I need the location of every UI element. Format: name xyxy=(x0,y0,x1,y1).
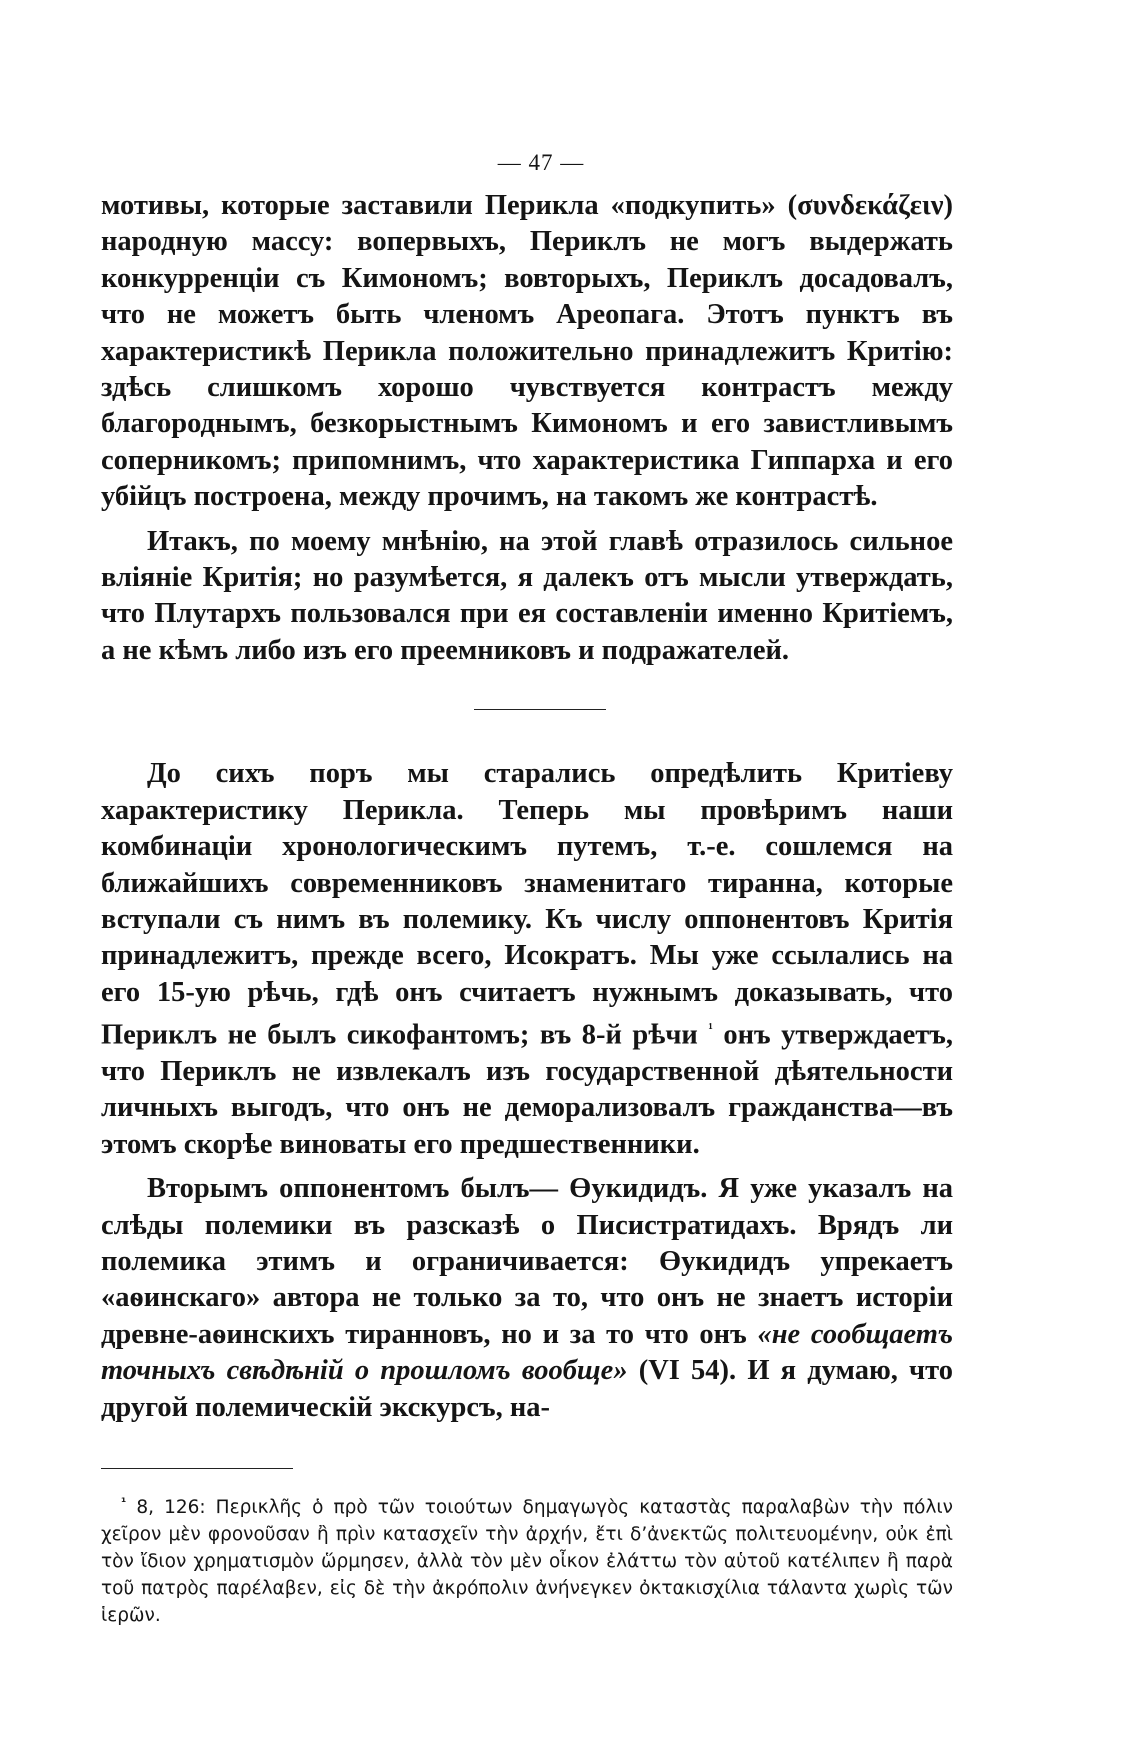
italic-quote: «не сообщаетъ точныхъ свѣдѣній о прошломъ вообще» xyxy=(101,1318,953,1387)
footnote xyxy=(101,1489,953,1629)
paragraph-motives: мотивы, которые заставили Перикла «подкупить» (συνδεκάζειν) народную массу: вопервыхъ, Периклъ не могъ выдержать конкурренціи съ Кимономъ; вовторыхъ, Периклъ досадовалъ, что не можетъ быть членомъ Ареопага. Этотъ пунктъ въ характеристикѣ Перикла положительно принадлежитъ Критію: здѣсь слишкомъ хорошо чувствуется контрастъ между благороднымъ, безкорыстнымъ Кимономъ и его завистливымъ соперникомъ; припомнимъ, что характеристика Гиппарха и его убійцъ построена, между прочимъ, на такомъ же контрастѣ. xyxy=(101,190,953,513)
paragraph-text-continued: (VI 54). И я думаю, что другой полемическій экскурсъ, на- xyxy=(101,1355,953,1423)
footnote-reference: ¹ xyxy=(708,1021,713,1038)
paragraph-opponents-isocrates xyxy=(101,756,953,1163)
paragraph-text-continued: онъ утверждаетъ, что Периклъ не извлекалъ изъ государственной дѣятельности личныхъ выгодъ, что онъ не деморализовалъ гражданства—въ этомъ скорѣе виноваты его предшественники. xyxy=(101,1019,954,1160)
paragraph-text: Вторымъ оппонентомъ былъ— Өукидидъ. Я уже указалъ на слѣды полемики въ разсказѣ о Писистратидахъ. Врядъ ли полемика этимъ и ограничивается: Өукидидъ упрекаетъ «аѳинскаго» автора не только за то, что онъ не знаетъ исторіи древне-аѳинскихъ тиранновъ, но и за то что онъ xyxy=(101,1173,953,1350)
paragraph-opponents-thucydides xyxy=(101,1171,953,1426)
page-body xyxy=(101,150,953,1629)
paragraph-conclusion: Итакъ, по моему мнѣнію, на этой главѣ отразилось сильное вліяніе Критія; но разумѣется, я далекъ отъ мысли утверждать, что Плутархъ пользовался при ея составленіи именно Критіемъ, а не кѣмъ либо изъ его преемниковъ и подражателей. xyxy=(101,525,953,666)
section-divider xyxy=(474,709,606,710)
footnote-text: 8, 126: Περικλῆς ὁ πρὸ τῶν τοιούτων δημαγωγὸς καταστὰς παραλαβὼν τὴν πόλιν χεῖρον μὲν φρονοῦσαν ἢ πρὶν κατασχεῖν τὴν ἀρχήν, ἔτι δ’ἀνεκτῶς πολιτευομένην, οὐκ ἐπὶ τὸν ἴδιον χρηματισμὸν ὥρμησεν, ἀλλὰ τὸν μὲν οἶκον ἐλάττω τὸν αὑτοῦ κατέλιπεν ἢ παρὰ τοῦ πατρὸς παρέλαβεν, εἰς δὲ τὴν ἀκρόπολιν ἀνήνεγκεν ὀκτακισχίλια τάλαντα χωρὶς τῶν ἱερῶν. xyxy=(101,1497,953,1627)
footnote-mark: ¹ xyxy=(121,1495,127,1510)
page-number: — 47 — xyxy=(497,150,585,175)
footnote-divider xyxy=(101,1468,293,1469)
paragraph-text: До сихъ поръ мы старались опредѣлить Критіеву характеристику Перикла. Теперь мы провѣримъ наши комбинаціи хронологическимъ путемъ, т.-е. сошлемся на ближайшихъ современниковъ знаменитаго тиранна, которые вступали съ нимъ въ полемику. Къ числу оппонентовъ Критія принадлежитъ, прежде всего, Исократъ. Мы уже ссылались на его 15-ую рѣчь, гдѣ онъ считаетъ нужнымъ доказывать, что Периклъ не былъ сикофантомъ; въ 8-й рѣчи xyxy=(101,758,953,1051)
